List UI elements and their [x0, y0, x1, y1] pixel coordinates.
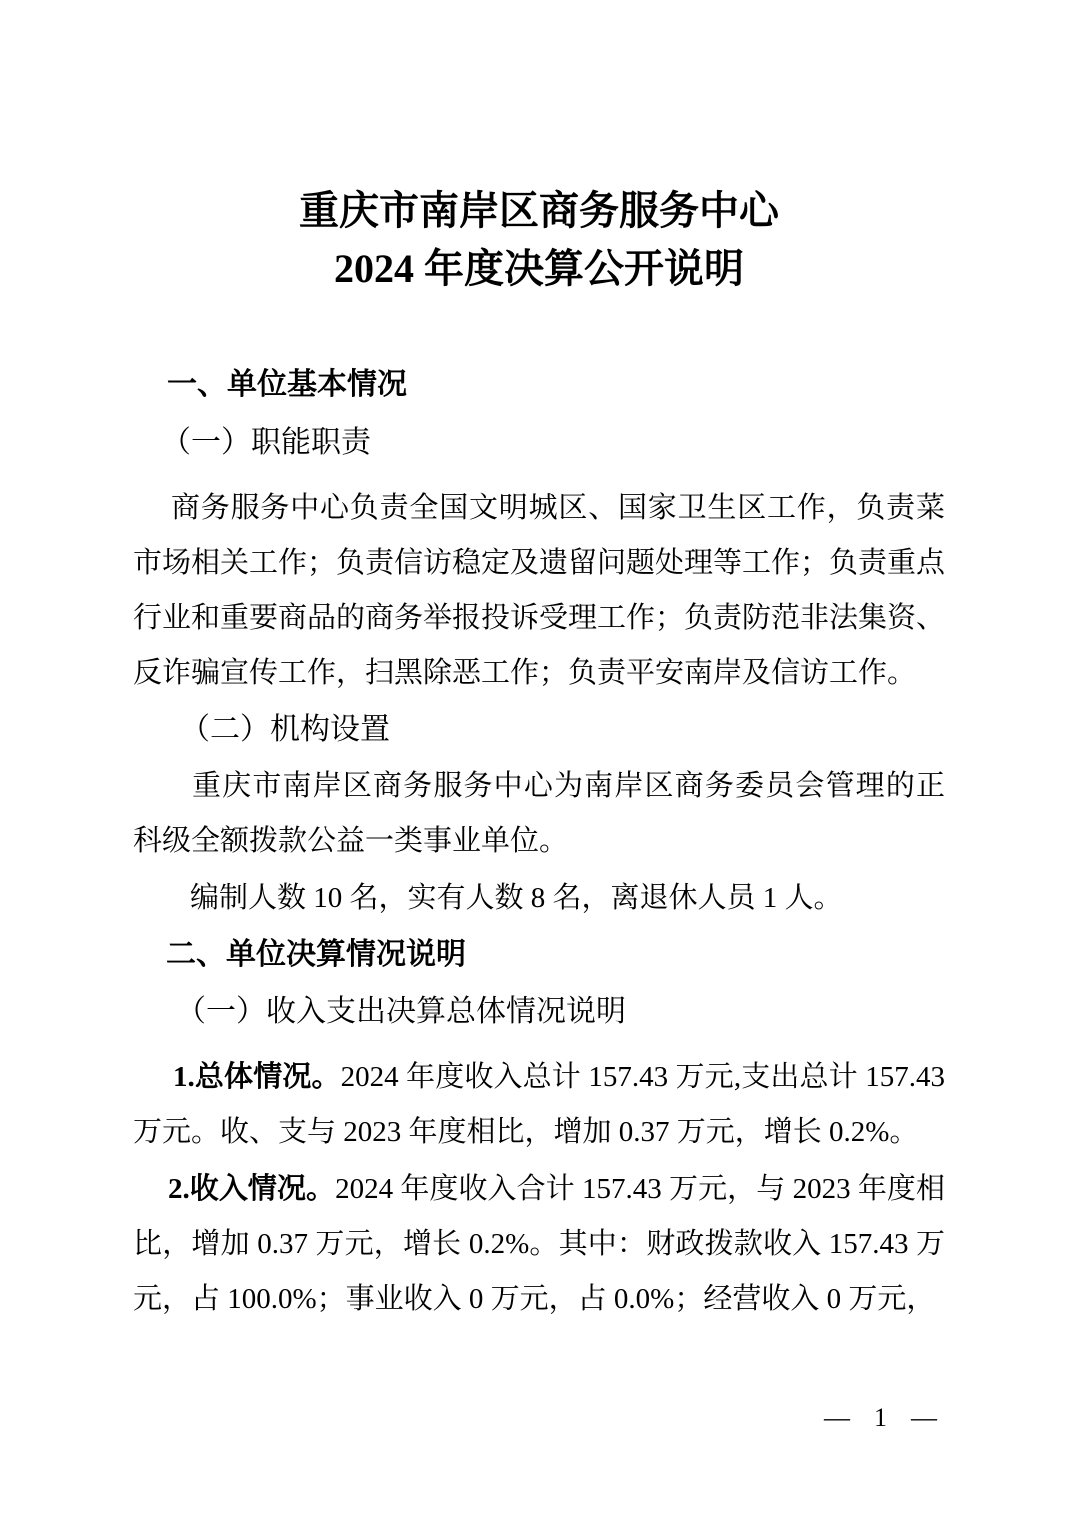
paragraph-organization: 重庆市南岸区商务服务中心为南岸区商务委员会管理的正科级全额拨款公益一类事业单位。	[133, 770, 945, 857]
paragraph-overall-situation	[133, 1050, 945, 1160]
page-footer	[824, 1403, 937, 1433]
paragraph-income-situation-lead: 2.收入情况。	[168, 1173, 336, 1205]
footer-left-dash: —	[824, 1403, 850, 1432]
doc-title-line2: 2024 年度决算公开说明	[334, 246, 744, 291]
section-1-2-heading: （二）机构设置	[180, 713, 390, 746]
paragraph-income-situation-text: 2024 年度收入合计 157.43 万元，与 2023 年度相比，增加 0.37 万元，增长 0.2%。其中：财政拨款收入 157.43 万元，占 100.0%；事业收入 0 万元，占 0.0%；经营收入 0 万元，	[133, 1173, 945, 1315]
paragraph-staffing: 编制人数 10 名，实有人数 8 名，离退休人员 1 人。	[190, 882, 843, 914]
section-2-heading: 二、单位决算情况说明	[166, 938, 466, 971]
paragraph-duties: 商务服务中心负责全国文明城区、国家卫生区工作，负责菜市场相关工作；负责信访稳定及遗留问题处理等工作；负责重点行业和重要商品的商务举报投诉受理工作；负责防范非法集资、反诈骗宣传工作，扫黑除恶工作；负责平安南岸及信访工作。	[133, 492, 946, 689]
paragraph-overall-situation-text: 2024 年度收入总计 157.43 万元,支出总计 157.43 万元。收、支与 2023 年度相比，增加 0.37 万元，增长 0.2%。	[133, 1061, 945, 1148]
section-2-1-heading: （一）收入支出决算总体情况说明	[176, 995, 626, 1028]
section-1-heading: 一、单位基本情况	[167, 368, 407, 401]
footer-page-number: 1	[874, 1403, 887, 1432]
paragraph-income-situation	[133, 1162, 945, 1327]
section-1-1-heading: （一）职能职责	[161, 426, 371, 459]
doc-title-line1: 重庆市南岸区商务服务中心	[299, 188, 779, 233]
footer-right-dash: —	[911, 1403, 937, 1432]
paragraph-overall-situation-lead: 1.总体情况。	[173, 1061, 341, 1093]
